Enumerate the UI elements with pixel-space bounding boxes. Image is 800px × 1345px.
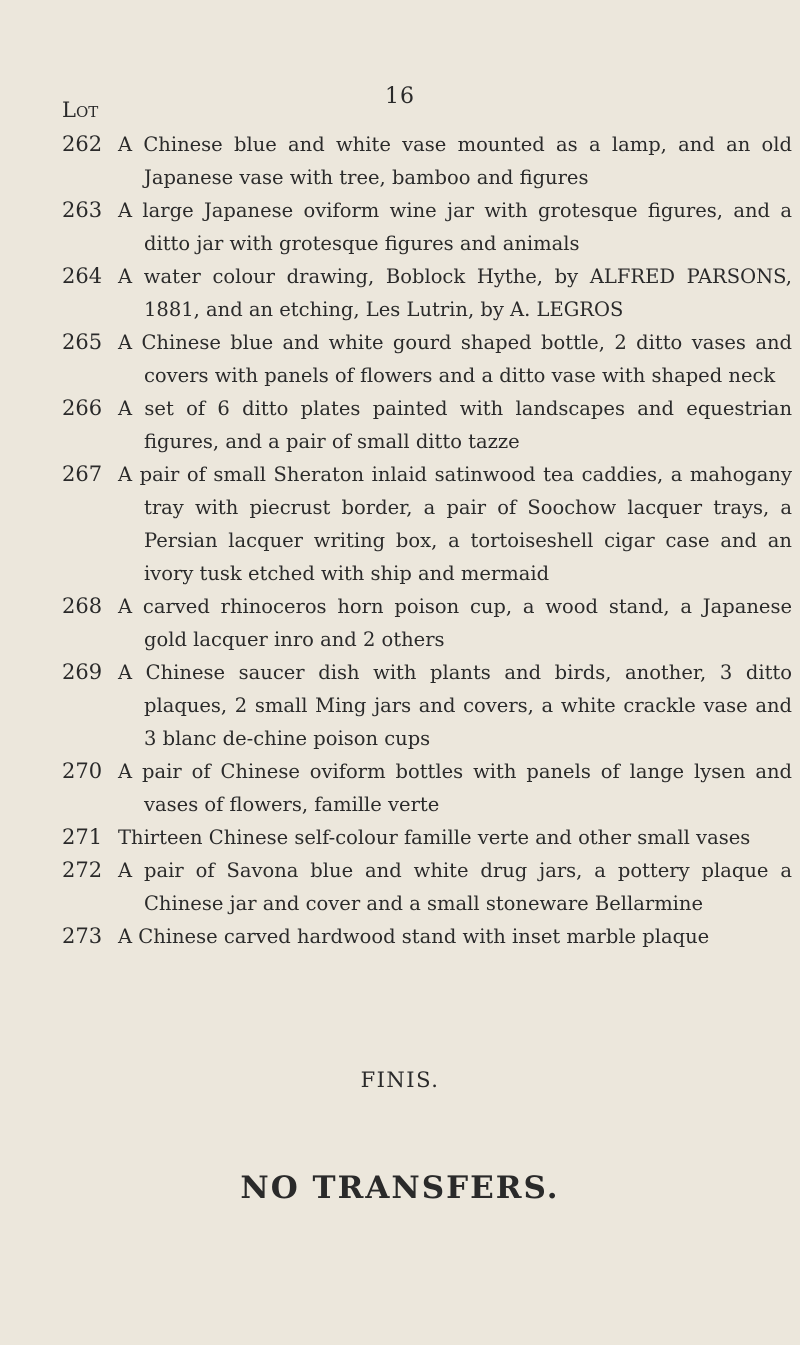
lot-description: A pair of Chinese oviform bottles with panels of lange lysen and vases of flowers, famille verte bbox=[118, 760, 792, 816]
lot-number: 273 bbox=[62, 924, 103, 948]
lot-number: 272 bbox=[62, 858, 103, 882]
lot-number: 266 bbox=[62, 396, 103, 420]
lot-description: A large Japanese oviform wine jar with grotesque figures, and a ditto jar with grotesque figures and animals bbox=[118, 199, 792, 255]
lot-description: A Chinese blue and white gourd shaped bottle, 2 ditto vases and covers with panels of flowers and a ditto vase with shaped neck bbox=[118, 331, 792, 387]
lot-number: 267 bbox=[62, 462, 103, 486]
lot-entry bbox=[62, 920, 792, 953]
lot-entry bbox=[62, 755, 792, 821]
lot-description: A Chinese carved hardwood stand with inset marble plaque bbox=[118, 925, 710, 948]
lot-entry bbox=[62, 260, 792, 326]
lot-number: 264 bbox=[62, 264, 103, 288]
lot-entry bbox=[62, 128, 792, 194]
finis-text: FINIS. bbox=[360, 1068, 440, 1092]
lot-number: 265 bbox=[62, 330, 103, 354]
lot-description: A pair of Savona blue and white drug jars, a pottery plaque a Chinese jar and cover and a small stoneware Bellarmine bbox=[118, 859, 792, 915]
page-number: 16 bbox=[385, 84, 415, 109]
lot-description: Thirteen Chinese self-colour famille verte and other small vases bbox=[118, 826, 751, 849]
lot-description: A Chinese saucer dish with plants and birds, another, 3 ditto plaques, 2 small Ming jars and covers, a white crackle vase and 3 blanc de-chine poison cups bbox=[118, 661, 792, 750]
lot-description: A pair of small Sheraton inlaid satinwood tea caddies, a mahogany tray with piecrust border, a pair of Soochow lacquer trays, a Persian lacquer writing box, a tortoiseshell cigar case and an ivory tusk etched with ship and mermaid bbox=[118, 463, 792, 585]
lot-entry bbox=[62, 854, 792, 920]
lot-number: 263 bbox=[62, 198, 103, 222]
lot-description: A Chinese blue and white vase mounted as a lamp, and an old Japanese vase with tree, bamboo and figures bbox=[118, 133, 792, 189]
lot-entry bbox=[62, 458, 792, 590]
no-transfers-notice: NO TRANSFERS. bbox=[240, 1170, 560, 1206]
lot-description: A carved rhinoceros horn poison cup, a wood stand, a Japanese gold lacquer inro and 2 others bbox=[118, 595, 792, 651]
lot-entry bbox=[62, 656, 792, 755]
lot-entry bbox=[62, 194, 792, 260]
lot-entry bbox=[62, 821, 792, 854]
lot-number: 271 bbox=[62, 825, 103, 849]
lot-description: A set of 6 ditto plates painted with landscapes and equestrian figures, and a pair of small ditto tazze bbox=[118, 397, 792, 453]
lot-number: 269 bbox=[62, 660, 103, 684]
lot-list bbox=[62, 128, 792, 953]
lot-description: A water colour drawing, Boblock Hythe, by ALFRED PARSONS, 1881, and an etching, Les Lutrin, by A. LEGROS bbox=[118, 265, 792, 321]
lot-number: 270 bbox=[62, 759, 103, 783]
lot-entry bbox=[62, 590, 792, 656]
lot-column-header: Lot bbox=[62, 98, 99, 122]
lot-entry bbox=[62, 392, 792, 458]
lot-number: 262 bbox=[62, 132, 103, 156]
lot-entry bbox=[62, 326, 792, 392]
lot-number: 268 bbox=[62, 594, 103, 618]
